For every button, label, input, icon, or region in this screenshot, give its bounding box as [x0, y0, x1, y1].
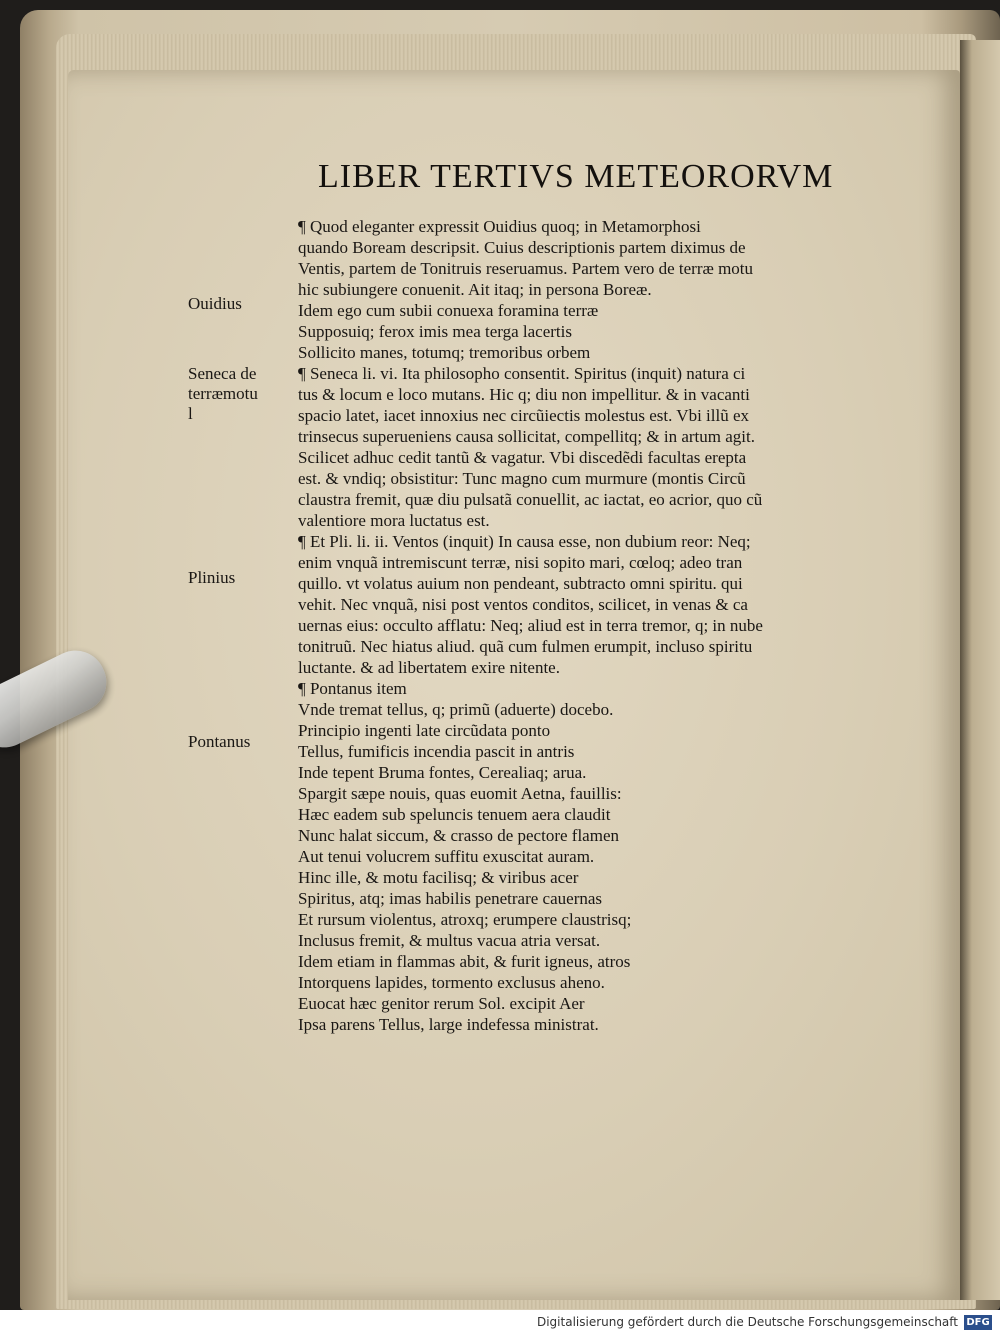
- text-line: Euocat hæc genitor rerum Sol. excipit Aer: [298, 994, 585, 1013]
- text-line: Intorquens lapides, tormento exclusus aheno.: [298, 973, 605, 992]
- text-line: ¶ Pontanus item: [298, 679, 407, 698]
- text-line: Supposuiq; ferox imis mea terga lacertis: [298, 322, 572, 341]
- text-line: ¶ Quod eleganter expressit Ouidius quoq; in Metamorphosi: [298, 217, 701, 236]
- text-line: Nunc halat siccum, & crasso de pectore flamen: [298, 826, 619, 845]
- text-line: Inde tepent Bruma fontes, Cerealiaq; arua.: [298, 763, 587, 782]
- text-line: Vnde tremat tellus, q; primũ (aduerte) docebo.: [298, 700, 614, 719]
- text-line: tonitruũ. Nec hiatus aliud. quã cum fulmen erumpit, incluso spiritu: [298, 637, 753, 656]
- dfg-logo: DFG: [964, 1315, 992, 1330]
- text-line: Spargit sæpe nouis, quas euomit Aetna, fauillis:: [298, 784, 622, 803]
- margin-note-line: l: [188, 404, 193, 423]
- facing-page-edge: [960, 40, 1000, 1300]
- text-line: Sollicito manes, totumq; tremoribus orbem: [298, 343, 591, 362]
- text-line: hic subiungere conuenit. Ait itaq; in persona Boreæ.: [298, 280, 652, 299]
- margin-note: [188, 364, 258, 424]
- text-line: trinsecus superueniens causa sollicitat, compellitq; & in artum agit.: [298, 427, 755, 446]
- margin-note-line: Plinius: [188, 568, 236, 587]
- margin-note-line: Ouidius: [188, 294, 242, 313]
- text-line: Aut tenui volucrem suffitu exuscitat auram.: [298, 847, 595, 866]
- text-line: enim vnquã intremiscunt terræ, nisi sopito mari, cœloq; adeo tran: [298, 553, 743, 572]
- text-line: spacio latet, iacet innoxius nec circũiectis molestus est. Vbi illũ ex: [298, 406, 750, 425]
- text-line: Idem ego cum subii conuexa foramina terræ: [298, 301, 599, 320]
- footer-credit: Digitalisierung gefördert durch die Deutsche Forschungsgemeinschaft: [536, 1315, 958, 1329]
- text-line: valentiore mora luctatus est.: [298, 511, 490, 530]
- margin-note-line: Seneca de: [188, 364, 257, 383]
- text-line: Principio ingenti late circũdata ponto: [298, 721, 551, 740]
- margin-note: [188, 732, 250, 752]
- digitization-footer: [0, 1310, 1000, 1336]
- text-line: Idem etiam in flammas abit, & furit igneus, atros: [298, 952, 631, 971]
- text-line: Scilicet adhuc cedit tantũ & vagatur. Vbi discedẽdi facultas erepta: [298, 448, 747, 467]
- margin-note-line: Pontanus: [188, 732, 251, 751]
- body-text: [298, 216, 898, 1035]
- text-line: Ventis, partem de Tonitruis reseruamus. Partem vero de terræ motu: [298, 259, 754, 278]
- text-line: est. & vndiq; obsistitur: Tunc magno cum murmure (montis Circũ: [298, 469, 746, 488]
- text-line: Ipsa parens Tellus, large indefessa ministrat.: [298, 1015, 599, 1034]
- margin-note: [188, 568, 235, 588]
- text-line: Et rursum violentus, atroxq; erumpere claustrisq;: [298, 910, 632, 929]
- text-line: Hæc eadem sub speluncis tenuem aera claudit: [298, 805, 611, 824]
- text-line: claustra fremit, quæ diu pulsatã conuellit, ac iactat, eo acrior, quo cũ: [298, 490, 763, 509]
- text-line: ¶ Seneca li. vi. Ita philosopho consentit. Spiritus (inquit) natura ci: [298, 364, 746, 383]
- margin-note-line: terræmotu: [188, 384, 258, 403]
- text-line: quando Boream descripsit. Cuius descriptionis partem diximus de: [298, 238, 746, 257]
- text-line: tus & locum e loco mutans. Hic q; diu non impellitur. & in vacanti: [298, 385, 750, 404]
- text-line: Inclusus fremit, & multus vacua atria versat.: [298, 931, 601, 950]
- text-line: vehit. Nec vnquã, nisi post ventos conditos, scilicet, in venas & ca: [298, 595, 748, 614]
- margin-note: [188, 294, 242, 314]
- running-title: LIBER TERTIVS METEORORVM: [318, 158, 834, 195]
- text-line: Hinc ille, & motu facilisq; & viribus acer: [298, 868, 579, 887]
- text-line: uernas eius: occulto afflatu: Neq; aliud est in terra tremor, q; in nube: [298, 616, 763, 635]
- text-line: luctante. & ad libertatem exire nitente.: [298, 658, 560, 677]
- text-line: ¶ Et Pli. li. ii. Ventos (inquit) In causa esse, non dubium reor: Neq;: [298, 532, 751, 551]
- text-line: Tellus, fumificis incendia pascit in antris: [298, 742, 575, 761]
- text-line: quillo. vt volatus auium non pendeant, subtracto omni spiritu. qui: [298, 574, 743, 593]
- text-line: Spiritus, atq; imas habilis penetrare cauernas: [298, 889, 603, 908]
